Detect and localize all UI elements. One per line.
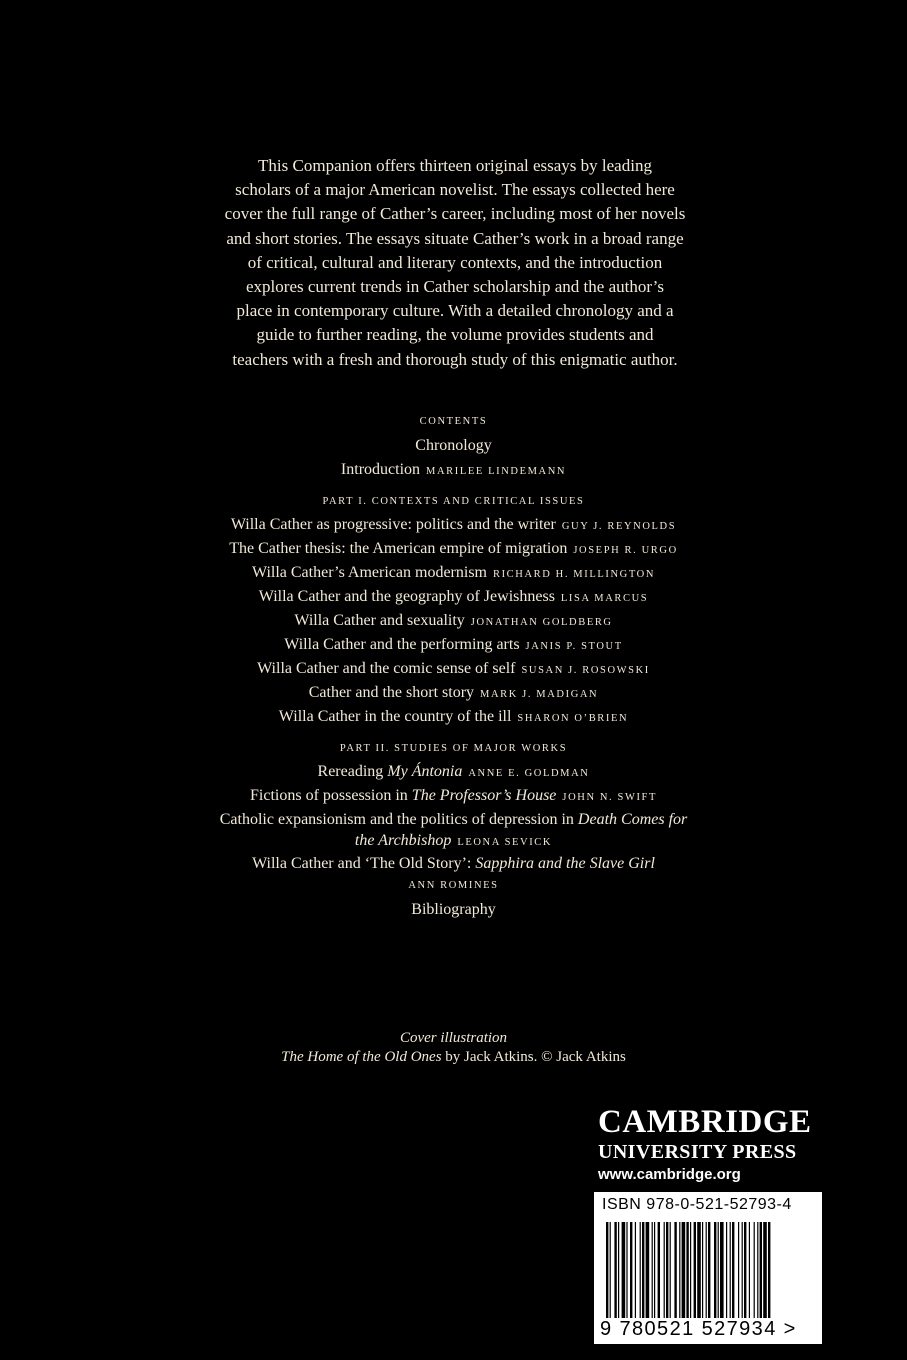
blurb-line: place in contemporary culture. With a detailed chronology and a bbox=[236, 301, 674, 321]
toc-title: Willa Cather and the comic sense of self bbox=[257, 660, 516, 677]
barcode-bar bbox=[749, 1222, 750, 1318]
barcode-bar bbox=[670, 1222, 671, 1318]
toc-title: Willa Cather and ‘The Old Story’: bbox=[252, 855, 476, 872]
toc-author: ANN ROMINES bbox=[408, 880, 499, 891]
barcode-bar bbox=[652, 1222, 653, 1318]
toc-author: SUSAN J. ROSOWSKI bbox=[521, 665, 650, 676]
toc-title: The Cather thesis: the American empire of migration bbox=[229, 540, 568, 557]
barcode-bar bbox=[694, 1222, 696, 1318]
isbn-text: ISBN 978-0-521-52793-4 bbox=[602, 1196, 792, 1213]
barcode-bar bbox=[682, 1222, 686, 1318]
barcode-bar bbox=[754, 1222, 755, 1318]
barcode-bar bbox=[666, 1222, 668, 1318]
blurb-line: cover the full range of Cather’s career, including most of her novels bbox=[224, 204, 686, 224]
blurb-line: This Companion offers thirteen original essays by leading bbox=[258, 156, 652, 175]
toc-author: JANIS P. STOUT bbox=[525, 641, 623, 652]
cover-credit-label bbox=[0, 1030, 907, 1047]
barcode-digits: 9 780521 527934 > bbox=[600, 1318, 797, 1340]
cover-credit-label-text: Cover illustration bbox=[399, 1030, 508, 1046]
blurb-line: teachers with a fresh and thorough study of this enigmatic author. bbox=[232, 349, 678, 369]
blurb-line: of critical, cultural and literary contexts, and the introduction bbox=[247, 252, 663, 272]
barcode-bar bbox=[768, 1222, 770, 1318]
part2-heading: PART II. STUDIES OF MAJOR WORKS bbox=[339, 743, 568, 754]
toc-author: LISA MARCUS bbox=[560, 593, 649, 604]
blurb-line: scholars of a major American novelist. The essays collected here bbox=[235, 180, 675, 200]
barcode-bar bbox=[686, 1222, 688, 1318]
toc-title: Willa Cather and the geography of Jewishness bbox=[258, 588, 555, 605]
toc-title: Willa Cather as progressive: politics and the writer bbox=[230, 516, 556, 533]
barcode-bar bbox=[718, 1222, 719, 1318]
toc-entry-continued bbox=[0, 832, 907, 850]
barcode-bar bbox=[606, 1222, 608, 1318]
publisher-name: CAMBRIDGE bbox=[598, 1104, 812, 1140]
barcode-bar bbox=[618, 1222, 619, 1318]
toc-author: LEONA SEVICK bbox=[457, 837, 553, 848]
barcode-bar bbox=[738, 1222, 739, 1318]
toc-chronology: Chronology bbox=[415, 437, 492, 454]
barcode-bar bbox=[702, 1222, 703, 1318]
toc-author: MARILEE LINDEMANN bbox=[426, 466, 567, 477]
toc-title-italic: Sapphira and the Slave Girl bbox=[475, 855, 655, 872]
barcode-bar bbox=[640, 1222, 641, 1318]
barcode-bar bbox=[697, 1222, 701, 1318]
toc-entry bbox=[0, 516, 907, 534]
toc-entry bbox=[0, 787, 907, 805]
barcode-bar bbox=[622, 1222, 626, 1318]
publisher-subtitle: UNIVERSITY PRESS bbox=[598, 1141, 797, 1163]
toc-entry bbox=[0, 708, 907, 726]
blurb-line: and short stories. The essays situate Cather’s work in a broad range bbox=[226, 228, 684, 248]
toc-title: Cather and the short story bbox=[308, 684, 475, 701]
blurb-line: explores current trends in Cather scholarship and the author’s bbox=[246, 277, 664, 297]
toc-author: ANNE E. GOLDMAN bbox=[468, 768, 590, 779]
toc-title-italic: My Ántonia bbox=[387, 763, 463, 780]
blurb-line: guide to further reading, the volume provides students and bbox=[256, 325, 654, 345]
part1-heading: PART I. CONTEXTS AND CRITICAL ISSUES bbox=[322, 496, 585, 507]
toc-entry bbox=[0, 763, 907, 781]
barcode-bar bbox=[730, 1222, 731, 1318]
barcode-bar bbox=[646, 1222, 650, 1318]
toc-author: JOHN N. SWIFT bbox=[562, 792, 657, 803]
toc-author: JONATHAN GOLDBERG bbox=[470, 617, 613, 628]
barcode-bar bbox=[708, 1222, 710, 1318]
barcode-bar bbox=[658, 1222, 660, 1318]
toc-title: Willa Cather’s American modernism bbox=[251, 564, 487, 581]
barcode-bar bbox=[706, 1222, 707, 1318]
toc-title: Willa Cather and sexuality bbox=[294, 612, 465, 629]
toc-entry bbox=[0, 540, 907, 558]
toc-title: Catholic expansionism and the politics of depression in bbox=[219, 811, 578, 828]
toc-title: Introduction bbox=[340, 461, 421, 478]
toc-author: GUY J. REYNOLDS bbox=[561, 521, 677, 532]
toc-author: SHARON O’BRIEN bbox=[517, 713, 629, 724]
toc-author: RICHARD H. MILLINGTON bbox=[492, 569, 656, 580]
barcode-bar bbox=[726, 1222, 727, 1318]
barcode-bar bbox=[614, 1222, 616, 1318]
toc-title-italic: the Archbishop bbox=[354, 832, 452, 849]
barcode-bar bbox=[654, 1222, 655, 1318]
toc-author: MARK J. MADIGAN bbox=[480, 689, 599, 700]
toc-entry bbox=[0, 855, 907, 873]
toc-title: Rereading bbox=[317, 763, 388, 780]
barcode-bar bbox=[642, 1222, 644, 1318]
barcode-bar bbox=[630, 1222, 632, 1318]
toc-bibliography: Bibliography bbox=[411, 901, 496, 918]
barcode-bar bbox=[714, 1222, 716, 1318]
toc-title: Willa Cather and the performing arts bbox=[284, 636, 520, 653]
barcode-bar bbox=[744, 1222, 746, 1318]
barcode-bar bbox=[610, 1222, 611, 1318]
barcode-bars bbox=[606, 1222, 810, 1318]
barcode-bar bbox=[674, 1222, 676, 1318]
toc-title: Fictions of possession in bbox=[250, 787, 412, 804]
toc-title: Willa Cather in the country of the ill bbox=[278, 708, 512, 725]
barcode-bar bbox=[626, 1222, 627, 1318]
toc-title-italic: The Professor’s House bbox=[411, 787, 557, 804]
barcode-bar bbox=[720, 1222, 724, 1318]
toc-introduction bbox=[0, 461, 907, 479]
barcode-bar bbox=[757, 1222, 758, 1318]
barcode-bar bbox=[763, 1222, 767, 1318]
toc-entry bbox=[0, 636, 907, 654]
cover-credit-work: The Home of the Old Ones bbox=[281, 1049, 442, 1065]
toc-entry bbox=[0, 684, 907, 702]
toc-author: JOSEPH R. URGO bbox=[573, 545, 678, 556]
contents-heading: CONTENTS bbox=[419, 416, 488, 427]
barcode-bar bbox=[732, 1222, 734, 1318]
publisher-url: www.cambridge.org bbox=[598, 1166, 741, 1183]
barcode-bar bbox=[679, 1222, 680, 1318]
barcode-bar bbox=[742, 1222, 743, 1318]
barcode-bar bbox=[635, 1222, 636, 1318]
toc-entry bbox=[0, 660, 907, 678]
toc-title-italic: Death Comes for bbox=[577, 811, 688, 828]
barcode bbox=[594, 1192, 822, 1344]
toc-entry bbox=[0, 588, 907, 606]
cover-credit-rest: by Jack Atkins. © Jack Atkins bbox=[441, 1049, 626, 1065]
toc-entry bbox=[0, 811, 907, 829]
barcode-bar bbox=[760, 1222, 762, 1318]
blurb bbox=[190, 154, 720, 372]
cover-credit-line bbox=[0, 1049, 907, 1066]
barcode-bar bbox=[690, 1222, 691, 1318]
toc-entry bbox=[0, 612, 907, 630]
barcode-bar bbox=[664, 1222, 665, 1318]
toc-entry bbox=[0, 564, 907, 582]
